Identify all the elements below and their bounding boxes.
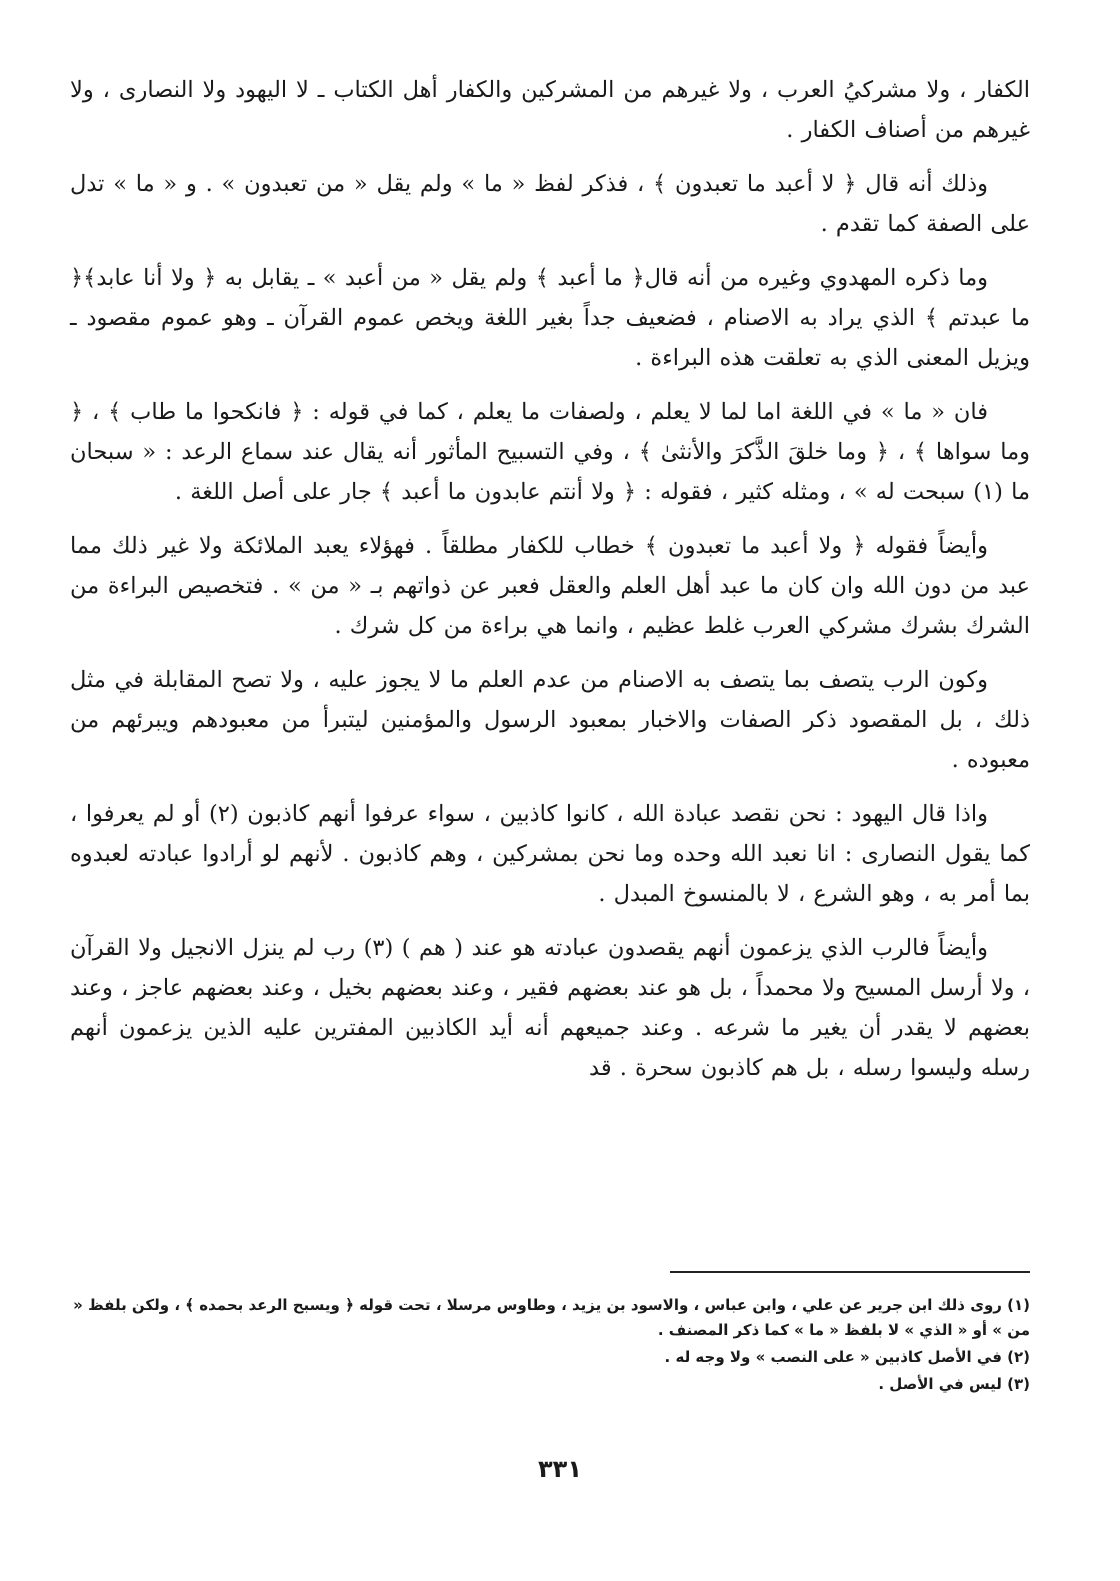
footnote: (٣) ليس في الأصل .	[878, 1375, 1030, 1393]
paragraph: وأيضاً فالرب الذي يزعمون أنهم يقصدون عبادته هو عند ( هم ) (٣) رب لم ينزل الانجيل ولا القرآن ، ولا أرسل المسيح ولا محمداً ، بل هو عند بعضهم فقير ، وعند بعضهم بخيل ، وعند بعضهم عاجز ، وعند بعضهم لا يقدر أن يغير ما شرعه . وعند جميعهم أنه أيد الكاذبين المفترين عليه الذين يزعمون أنهم رسله وليسوا رسله ، بل هم كاذبون سحرة . قد	[70, 935, 1030, 1081]
paragraph: وذلك أنه قال ﴿ لا أعبد ما تعبدون ﴾ ، فذكر لفظ « ما » ولم يقل « من تعبدون » . و « ما » تدل على الصفة كما تقدم .	[70, 171, 1030, 237]
footnote: (٢) في الأصل كاذبين « على النصب » ولا وجه له .	[664, 1348, 1030, 1366]
paragraph: واذا قال اليهود : نحن نقصد عبادة الله ، كانوا كاذبين ، سواء عرفوا أنهم كاذبون (٢) أو لم يعرفوا ، كما يقول النصارى : انا نعبد الله وحده وما نحن بمشركين ، وهم كاذبون . لأنهم لو أرادوا عبادته لعبدوه بما أمر به ، وهو الشرع ، لا بالمنسوخ المبدل .	[70, 801, 1030, 907]
paragraph: وأيضاً فقوله ﴿ ولا أعبد ما تعبدون ﴾ خطاب للكفار مطلقاً . فهؤلاء يعبد الملائكة ولا غير ذلك مما عبد من دون الله وان كان ما عبد أهل العلم والعقل فعبر عن ذواتهم بـ « من » . فتخصيص البراءة من الشرك بشرك مشركي العرب غلط عظيم ، وانما هي براءة من كل شرك .	[70, 533, 1030, 639]
paragraph: الكفار ، ولا مشركيُ العرب ، ولا غيرهم من المشركين والكفار أهل الكتاب ـ لا اليهود ولا النصارى ، ولا غيرهم من أصناف الكفار .	[70, 77, 1030, 143]
footnote: (١) روى ذلك ابن جرير عن علي ، وابن عباس ، والاسود بن يزيد ، وطاوس مرسلا ، تحت قوله ﴿ ويسبح الرعد بحمده ﴾ ، ولكن بلفظ « من » أو « الذي » لا بلفظ « ما » كما ذكر المصنف .	[73, 1296, 1030, 1339]
page-number: ٣٣١	[538, 1455, 582, 1483]
paragraph: فان « ما » في اللغة اما لما لا يعلم ، ولصفات ما يعلم ، كما في قوله : ﴿ فانكحوا ما طاب ﴾ ، ﴿ وما سواها ﴾ ، ﴿ وما خلقَ الذَّكرَ والأنثىٰ ﴾ ، وفي التسبيح المأثور أنه يقال عند سماع الرعد : « سبحان ما (١) سبحت له » ، ومثله كثير ، فقوله : ﴿ ولا أنتم عابدون ما أعبد ﴾ جار على أصل اللغة .	[70, 399, 1030, 505]
page-body	[70, 70, 1030, 1102]
paragraph: وما ذكره المهدوي وغيره من أنه قال﴿ ما أعبد ﴾ ولم يقل « من أعبد » ـ يقابل به ﴿ ولا أنا عابد﴾﴿ ما عبدتم ﴾ الذي يراد به الاصنام ، فضعيف جداً بغير اللغة ويخص عموم القرآن ـ وهو عموم مقصود ـ ويزيل المعنى الذي به تعلقت هذه البراءة .	[70, 265, 1030, 371]
paragraph: وكون الرب يتصف بما يتصف به الاصنام من عدم العلم ما لا يجوز عليه ، ولا تصح المقابلة في مثل ذلك ، بل المقصود ذكر الصفات والاخبار بمعبود الرسول والمؤمنين ليتبرأ من معبودهم ويبرئهم من معبوده .	[70, 667, 1030, 773]
footnote-divider	[670, 1271, 1030, 1273]
footnotes	[70, 1293, 1030, 1399]
